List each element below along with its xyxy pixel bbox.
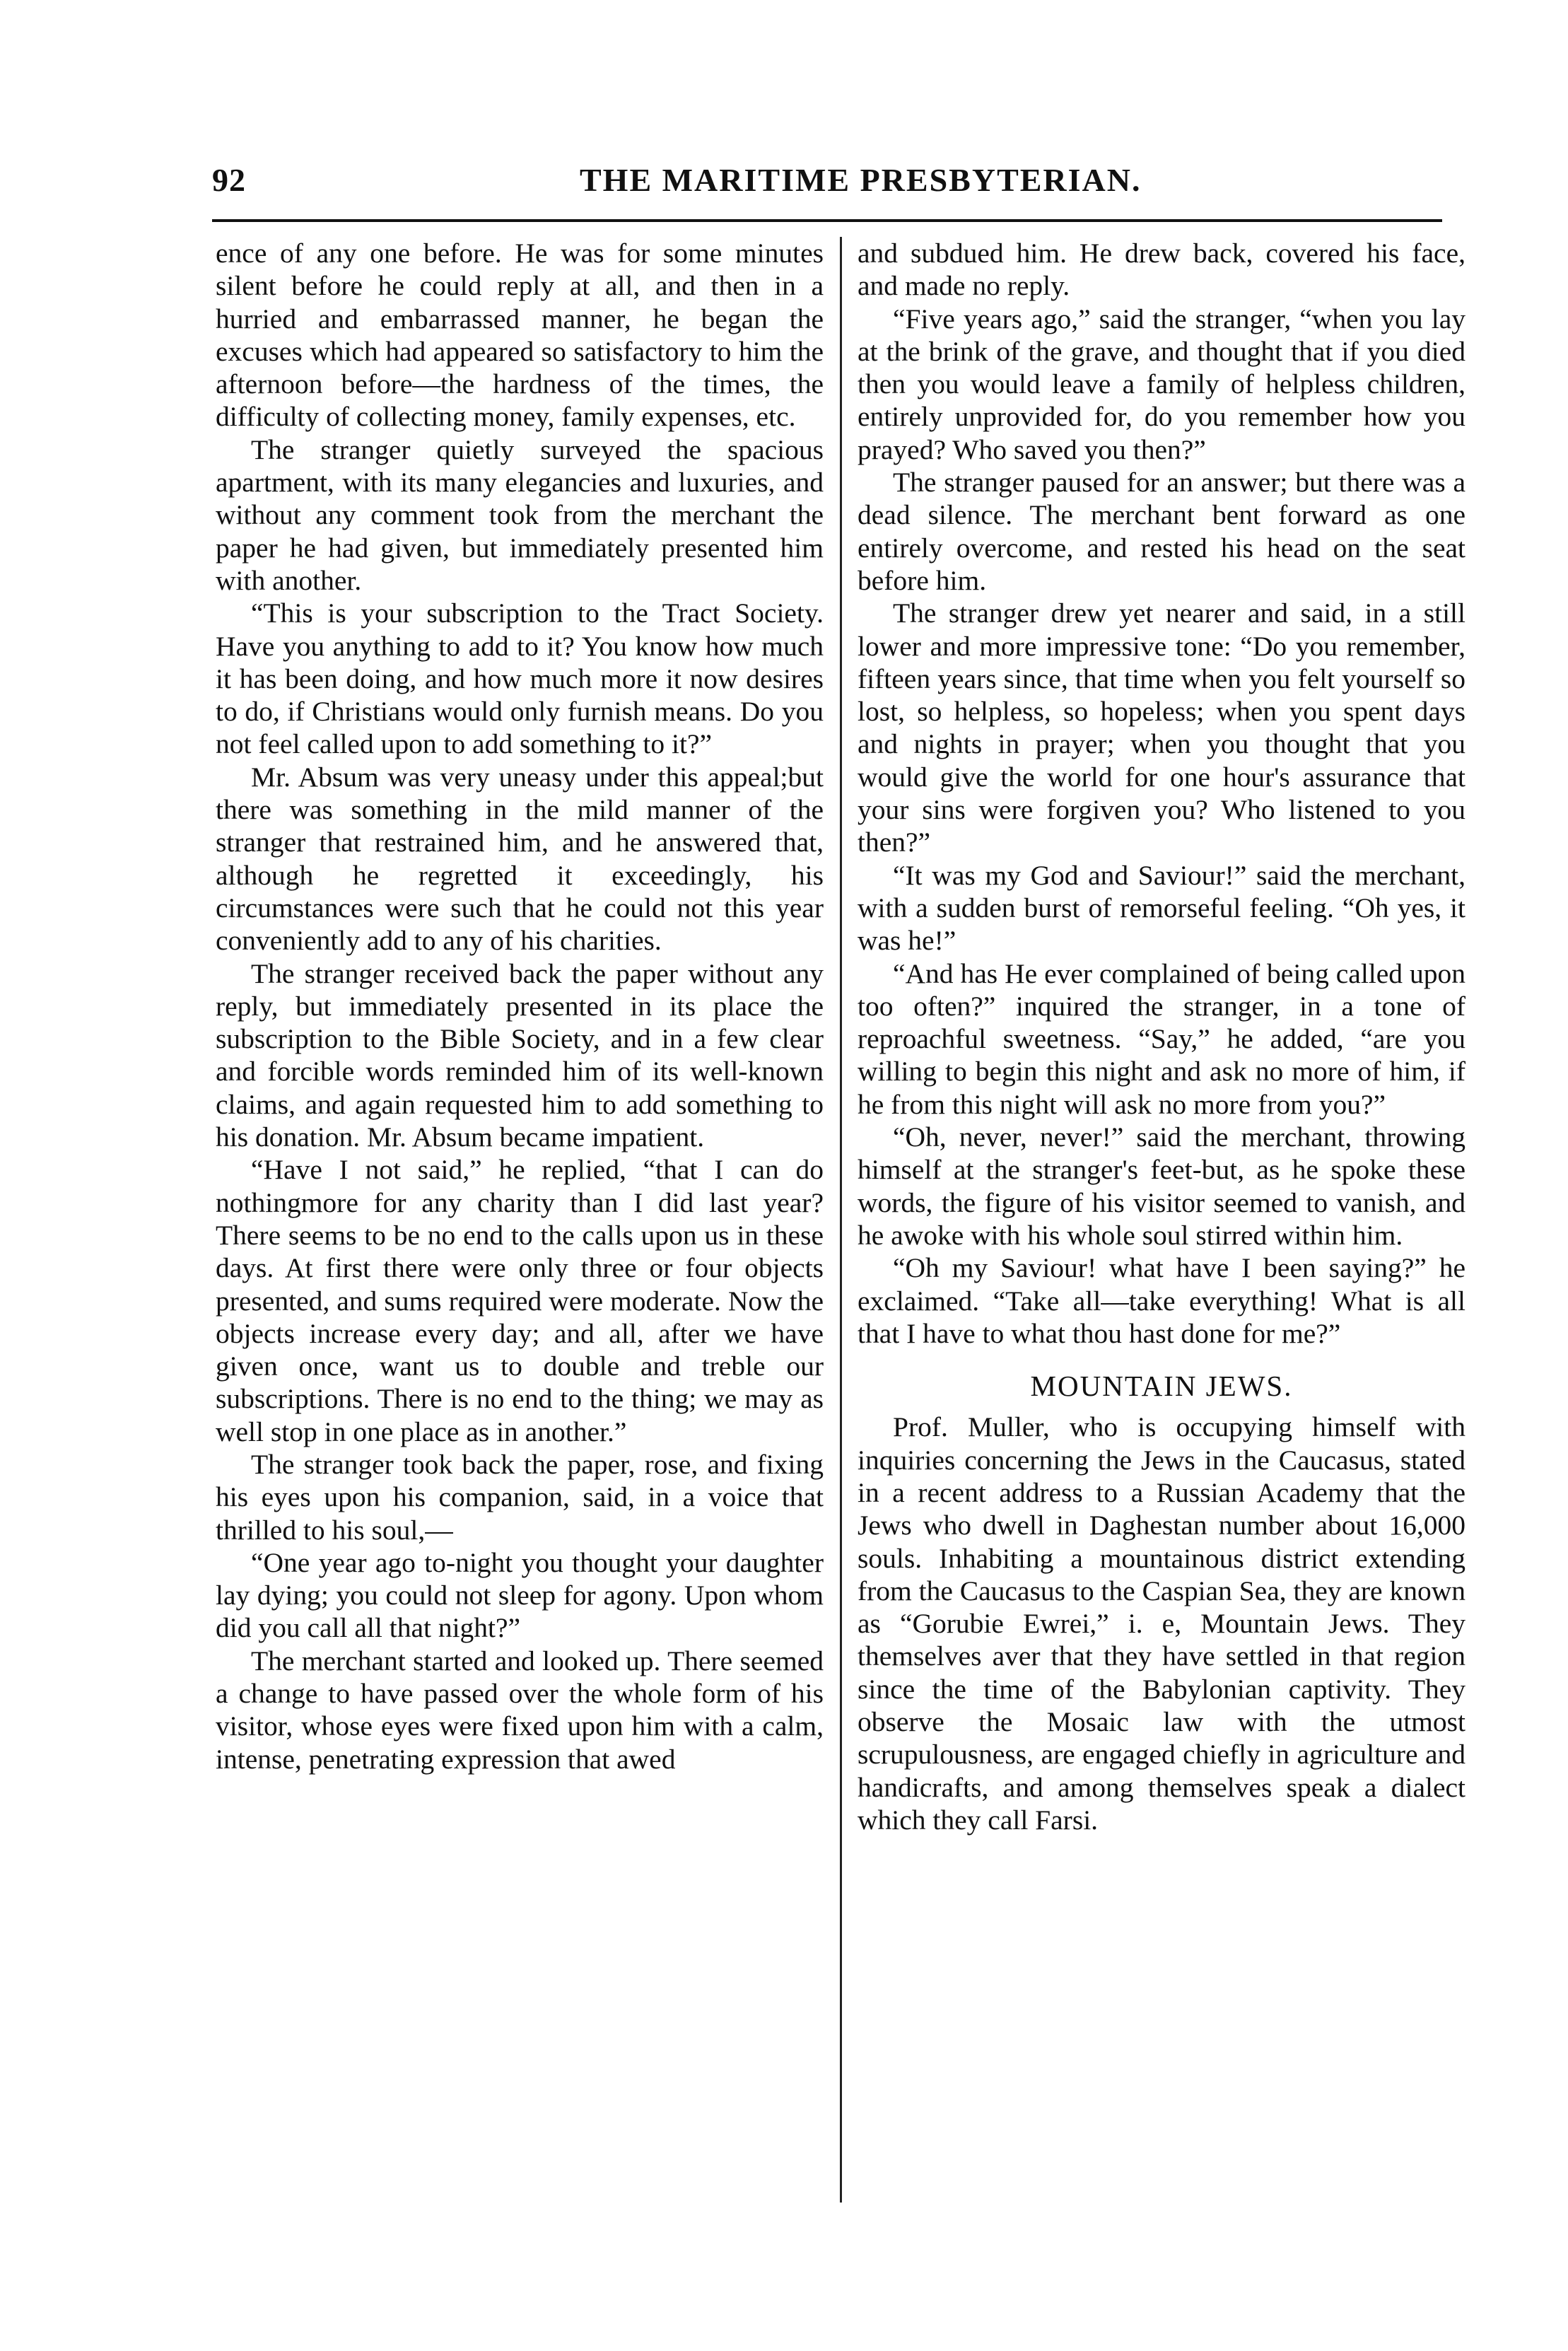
header-rule — [212, 219, 1442, 222]
column-divider — [840, 237, 842, 2203]
paragraph: “One year ago to-night you thought your daughter lay dying; you could not sleep for agony. Upon whom did you call all that night?” — [216, 1546, 824, 1644]
paragraph: “Five years ago,” said the stranger, “when you lay at the brink of the grave, and thought that if you died then you would leave a family of helpless children, entirely unprovided for, do you remember how you prayed? Who saved you then?” — [858, 303, 1465, 465]
page-number: 92 — [212, 162, 246, 198]
paragraph: “Oh my Saviour! what have I been saying?” he exclaimed. “Take all—take everything! What is all that I have to what thou hast done for me?” — [858, 1252, 1465, 1349]
paragraph: The stranger quietly surveyed the spacious apartment, with its many elegancies and luxuries, and without any comment took from the merchant the paper he had given, but immediately presented him with another. — [216, 433, 824, 596]
paragraph: Prof. Muller, who is occupying himself with inquiries concerning the Jews in the Caucasus, stated in a recent address to a Russian Academy that the Jews who dwell in Daghestan number about 16,000 souls. Inhabiting a mountainous district extending from the Caucasus to the Caspian Sea, they are known as “Gorubie Ewrei,” i. e, Mountain Jews. They themselves aver that they have settled in that region since the time of the Babylonian captivity. They observe the Mosaic law with the utmost scrupulousness, are engaged chiefly in agriculture and handicrafts, and among themselves speak a dialect which they call Farsi. — [858, 1411, 1465, 1836]
section-heading: MOUNTAIN JEWS. — [1030, 1370, 1293, 1403]
paragraph: The stranger took back the paper, rose, and fixing his eyes upon his companion, said, in a voice that thrilled to his soul,— — [216, 1448, 824, 1546]
left-column — [216, 237, 824, 1775]
paragraph: ence of any one before. He was for some minutes silent before he could reply at all, and then in a hurried and embarrassed manner, he began the excuses which had appeared so satisfactory to him the afternoon before—the hardness of the times, the difficulty of collecting money, family expenses, etc. — [216, 238, 824, 433]
paragraph: The stranger received back the paper without any reply, but immediately presented in its place the subscription to the Bible Society, and in a few clear and forcible words reminded him of its well-known claims, and again requested him to add something to his donation. Mr. Absum became impatient. — [216, 957, 824, 1153]
paragraph: The merchant started and looked up. There seemed a change to have passed over the whole form of his visitor, whose eyes were fixed upon him with a calm, intense, penetrating expression that awed — [216, 1645, 824, 1775]
paragraph: The stranger drew yet nearer and said, in a still lower and more impressive tone: “Do you remember, fifteen years since, that time when you felt yourself so lost, so helpless, so hopeless; when you spent days and nights in prayer; when you thought that you would give the world for one hour's assurance that your sins were forgiven you? Who listened to you then?” — [858, 597, 1465, 858]
paragraph: Mr. Absum was very uneasy under this appeal;but there was something in the mild manner of the stranger that restrained him, and he answered that, although he regretted it exceedingly, his circumstances were such that he could not this year conveniently add to any of his charities. — [216, 761, 824, 957]
paragraph: and subdued him. He drew back, covered his face, and made no reply. — [858, 238, 1465, 302]
paragraph: The stranger paused for an answer; but there was a dead silence. The merchant bent forward as one entirely overcome, and rested his head on the seat before him. — [858, 467, 1465, 596]
journal-title: THE MARITIME PRESBYTERIAN. — [580, 162, 1142, 198]
paragraph: “And has He ever complained of being called upon too often?” inquired the stranger, in a tone of reproachful sweetness. “Say,” he added, “are you willing to begin this night and ask no more of him, if he from this night will ask no more from you?” — [858, 957, 1465, 1120]
paragraph: “Oh, never, never!” said the merchant, throwing himself at the stranger's feet-but, as he spoke these words, the figure of his visitor seemed to vanish, and he awoke with his whole soul stirred within him. — [858, 1121, 1465, 1251]
page-header — [212, 161, 1456, 211]
paragraph: “It was my God and Saviour!” said the merchant, with a sudden burst of remorseful feeling. “Oh yes, it was he!” — [858, 859, 1465, 957]
paragraph: “Have I not said,” he replied, “that I can do nothingmore for any charity than I did last year? There seems to be no end to the calls upon us in these days. At first there were only three or four objects presented, and sums required were moderate. Now the objects increase every day; and all, after we have given once, want us to double and treble our subscriptions. There is no end to the thing; we may as well stop in one place as in another.” — [216, 1154, 824, 1447]
right-column — [858, 237, 1465, 1836]
paragraph: “This is your subscription to the Tract Society. Have you anything to add to it? You know how much it has been doing, and how much more it now desires to do, if Christians would only furnish means. Do you not feel called upon to add something to it?” — [216, 597, 824, 760]
